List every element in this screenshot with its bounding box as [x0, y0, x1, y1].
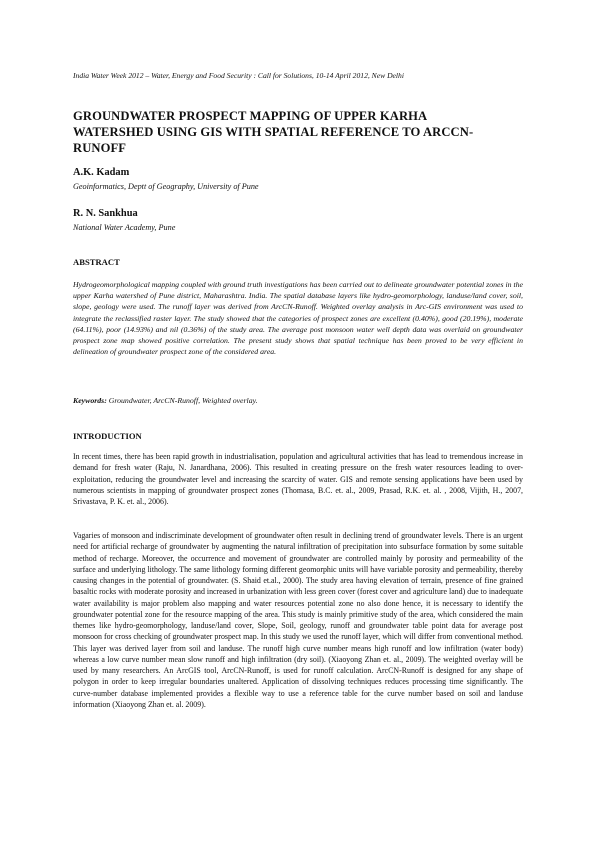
keywords-text: Groundwater, ArcCN-Runoff, Weighted overlay. — [106, 396, 258, 405]
abstract-text: Hydrogeomorphological mapping coupled with ground truth investigations has been carried out to delineate groundwater potential zones in the upper Karha watershed of Pune district, Maharashtra. India. The spatial database layers like hydro-geomorphology, landuse/land cover, soil, slope, geology were used. The runoff layer was derived from ArcCN-Runoff. Weighted overlay analysis in Arc-GIS environment was used to integrate the reclassified raster layer. The study showed that the categories of prospect zones are excellent (0.40%), good (20.19%), moderate (64.11%), poor (14.93%) and nil (0.36%) of the study area. The average post monsoon water well depth data was overlaid on groundwater prospect zone map showed positive correlation. The present study shows that spatial technique has been proved to be very efficient in delineation of groundwater prospect zone of the considered area. — [73, 280, 523, 357]
introduction-heading: INTRODUCTION — [73, 431, 142, 441]
introduction-paragraph: Vagaries of monsoon and indiscriminate development of groundwater often result in declining trend of groundwater levels. There is an urgent need for artificial recharge of groundwater by augmenting the natural infiltration of precipitation into subsurface formation by some suitable method of recharge. Moreover, the occurrence and movement of groundwater are controlled mainly by porosity and permeability of the surface and underlying lithology. The same lithology forming different geomorphic units will have variable porosity and permeability, thereby causing changes in the potential of groundwater. (S. Shaid et.al., 2000). The study area having elevation of terrain, presence of fine grained basaltic rocks with moderate porosity and increased in urbanization with less green cover (forest cover and agriculture land) due to inadequate water availability is major problem also mapping and water resources potential zone no also done hence, it is necessary to identify the groundwater potential zone for the resource mapping of the area. This study is mainly primitive study of the area, which considered the main themes like hydro-geomorphology, landuse/land cover, Slope, Soil, geology, runoff and groundwater table point data for average post monsoon for cross checking of groundwater prospect map. In this study we used the runoff layer, which will differ from conventional method. This layer was derived layer from soil and landuse. The runoff high curve number means high runoff and low infiltration (water body) whereas a low curve number mean slow runoff and high infiltration (dry soil). (Xiaoyong Zhan et. al., 2009). The weighted overlay will be used by many researchers. An ArcGIS tool, ArcCN-Runoff, is used for runoff calculation. ArcCN-Runoff is designed for any shape of polygon in order to keep irregular boundaries unaltered. Application of dissolving techniques reduces processing time significantly. The curve-number database implemented provides a flexible way to use a reference table for the curve number based on soil and landuse information (Xiaoyong Zhan et. al. 2009). — [73, 531, 523, 709]
author-affiliation: Geoinformatics, Deptt of Geography, University of Pune — [73, 182, 259, 191]
keywords — [73, 396, 523, 405]
abstract-heading: ABSTRACT — [73, 257, 120, 267]
running-header: India Water Week 2012 – Water, Energy and Food Security : Call for Solutions, 10-14 April 2012, New Delhi — [73, 71, 404, 80]
introduction-paragraph: In recent times, there has been rapid growth in industrialisation, population and agricultural activities that has lead to tremendous increase in demand for fresh water (Raju, N. Janardhana, 2006). This resulted in creating pressure on the fresh water resources leading to over-exploitation, reducing the groundwater level and increasing the scarcity of water. GIS and remote sensing applications have been used by numerous scientists in mapping of groundwater prospect zones (Thomasa, B.C. et. al., 2009, Prasad, R.K. et. al. , 2008, Vijith, H., 2007, Srivastava, P. K. et. al., 2006). — [73, 452, 523, 506]
keywords-label: Keywords: — [73, 396, 107, 405]
title-line: GROUNDWATER PROSPECT MAPPING OF UPPER KARHA — [73, 109, 428, 123]
author-name: R. N. Sankhua — [73, 208, 138, 219]
paper-title — [73, 108, 533, 156]
title-line: WATERSHED USING GIS WITH SPATIAL REFERENCE TO ARCCN- — [73, 125, 474, 139]
title-line: RUNOFF — [73, 141, 127, 155]
author-name: A.K. Kadam — [73, 167, 130, 178]
author-affiliation: National Water Academy, Pune — [73, 223, 176, 232]
